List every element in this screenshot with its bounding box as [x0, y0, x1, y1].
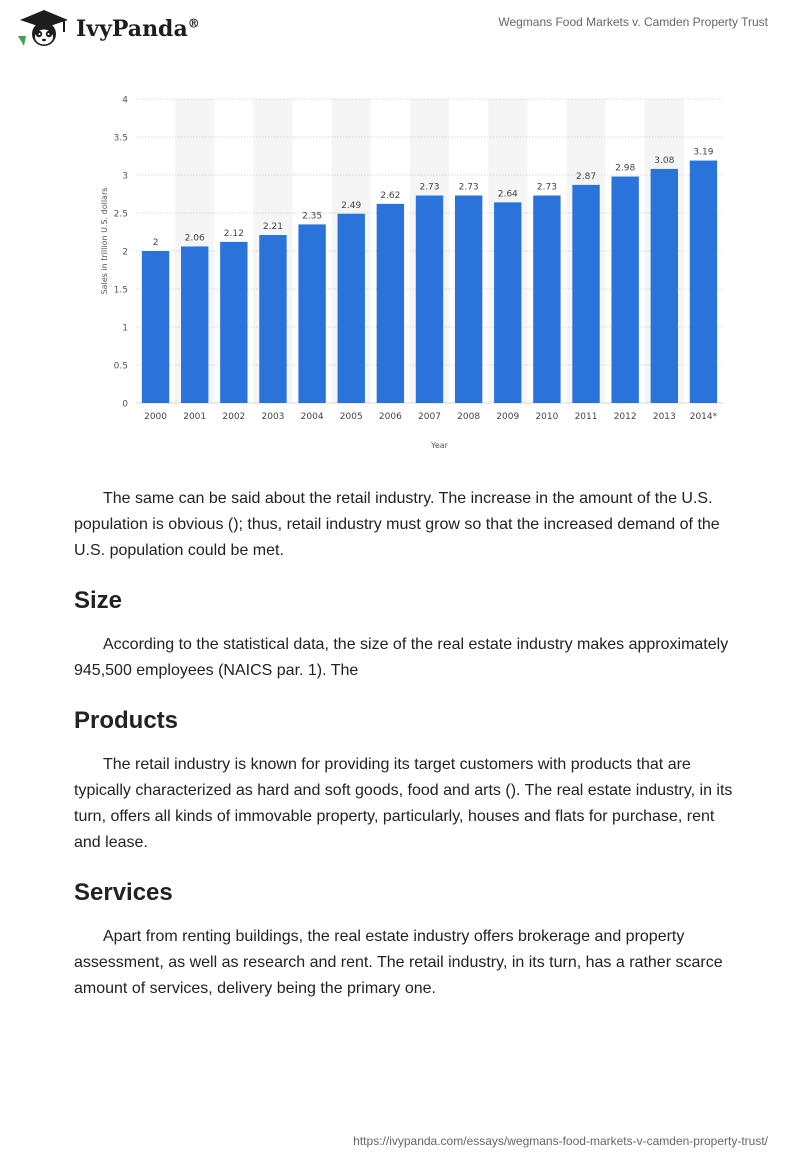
y-axis-title: Sales in trillion U.S. dollars: [100, 187, 109, 295]
bar-2013: [651, 169, 678, 403]
data-label: 2.98: [615, 163, 636, 174]
data-label: 2.62: [380, 190, 401, 201]
bar-2004: [298, 224, 325, 403]
bar-2000: [142, 251, 169, 403]
heading-services: Services: [74, 879, 173, 906]
source-url[interactable]: https://ivypanda.com/essays/wegmans-food-markets-v-camden-property-trust/: [353, 1134, 768, 1148]
x-tick-label: 2009: [496, 412, 520, 422]
data-label: 2.73: [419, 182, 440, 193]
bar-2003: [259, 235, 286, 403]
data-label: 3.08: [654, 155, 675, 166]
x-tick-label: 2007: [418, 412, 441, 422]
data-label: 2.87: [576, 171, 597, 182]
bar-2014*: [690, 161, 717, 403]
y-tick-label: 2: [122, 247, 128, 258]
page-header: [0, 0, 800, 70]
y-tick-label: 0: [122, 399, 128, 410]
data-label: 2.12: [223, 228, 244, 239]
data-label: 2.21: [262, 222, 283, 233]
x-axis-title: Year: [431, 441, 448, 450]
y-tick-label: 1.5: [113, 285, 128, 296]
bar-chart-svg: [96, 88, 736, 458]
bar-2001: [181, 246, 208, 403]
bar-2005: [338, 214, 365, 403]
y-tick-label: 3: [122, 171, 128, 182]
x-tick-label: 2004: [300, 412, 324, 422]
bar-2007: [416, 196, 443, 403]
data-label: 2.35: [302, 211, 323, 222]
data-label: 2.73: [458, 182, 479, 193]
paragraph-services: Apart from renting buildings, the real estate industry offers brokerage and property assessment, as well as research and rent. The retail industry, in its turn, has a rather scarce amount of services, delivery being the primary one.: [74, 928, 723, 997]
y-tick-label: 0.5: [113, 361, 128, 372]
x-tick-label: 2010: [535, 412, 559, 422]
x-tick-label: 2006: [378, 412, 402, 422]
paragraph-products: The retail industry is known for providing its target customers with products that are typically characterized as hard and soft goods, food and arts (). The real estate industry, in its turn, offers all kinds of immovable property, particularly, houses and flats for purchase, rent and lease.: [74, 756, 733, 851]
x-tick-label: 2001: [183, 412, 207, 422]
paragraph-size: According to the statistical data, the size of the real estate industry makes approximately 945,500 employees (NAICS par. 1). The: [74, 636, 729, 679]
x-tick-label: 2014*: [689, 412, 718, 422]
x-tick-label: 2011: [574, 412, 598, 422]
retail-sales-chart: [96, 88, 736, 458]
bar-2008: [455, 196, 482, 403]
data-label: 2.06: [184, 233, 205, 244]
bar-2012: [611, 177, 638, 403]
data-label: 2.49: [341, 200, 362, 211]
x-tick-label: 2005: [339, 412, 363, 422]
x-tick-label: 2003: [261, 412, 285, 422]
y-tick-label: 1: [122, 323, 128, 334]
bar-2010: [533, 196, 560, 403]
article-body: [74, 486, 734, 1024]
data-label: 2.73: [536, 182, 557, 193]
ivypanda-logo[interactable]: [14, 6, 200, 48]
bar-2011: [572, 185, 599, 403]
heading-products: Products: [74, 707, 179, 734]
paragraph-retail-growth: The same can be said about the retail industry. The increase in the amount of the U.S. population is obvious (); thus, retail industry must grow so that the increased demand of the U.S. population could be met.: [74, 490, 720, 559]
bar-2002: [220, 242, 247, 403]
x-tick-label: 2000: [144, 412, 168, 422]
x-tick-label: 2012: [613, 412, 637, 422]
heading-size: Size: [74, 587, 123, 614]
x-tick-label: 2002: [222, 412, 246, 422]
data-label: 3.19: [693, 147, 714, 158]
x-tick-label: 2013: [652, 412, 676, 422]
bar-2009: [494, 202, 521, 403]
document-title: Wegmans Food Markets v. Camden Property Trust: [498, 15, 768, 29]
y-tick-label: 3.5: [113, 133, 128, 144]
x-tick-label: 2008: [457, 412, 481, 422]
brand-name: IvyPanda®: [76, 16, 200, 42]
y-tick-label: 2.5: [113, 209, 128, 220]
y-tick-label: 4: [122, 95, 128, 106]
data-label: 2.64: [497, 189, 518, 200]
data-label: 2: [152, 238, 159, 248]
panda-graduate-icon: [14, 6, 72, 48]
bar-2006: [377, 204, 404, 403]
